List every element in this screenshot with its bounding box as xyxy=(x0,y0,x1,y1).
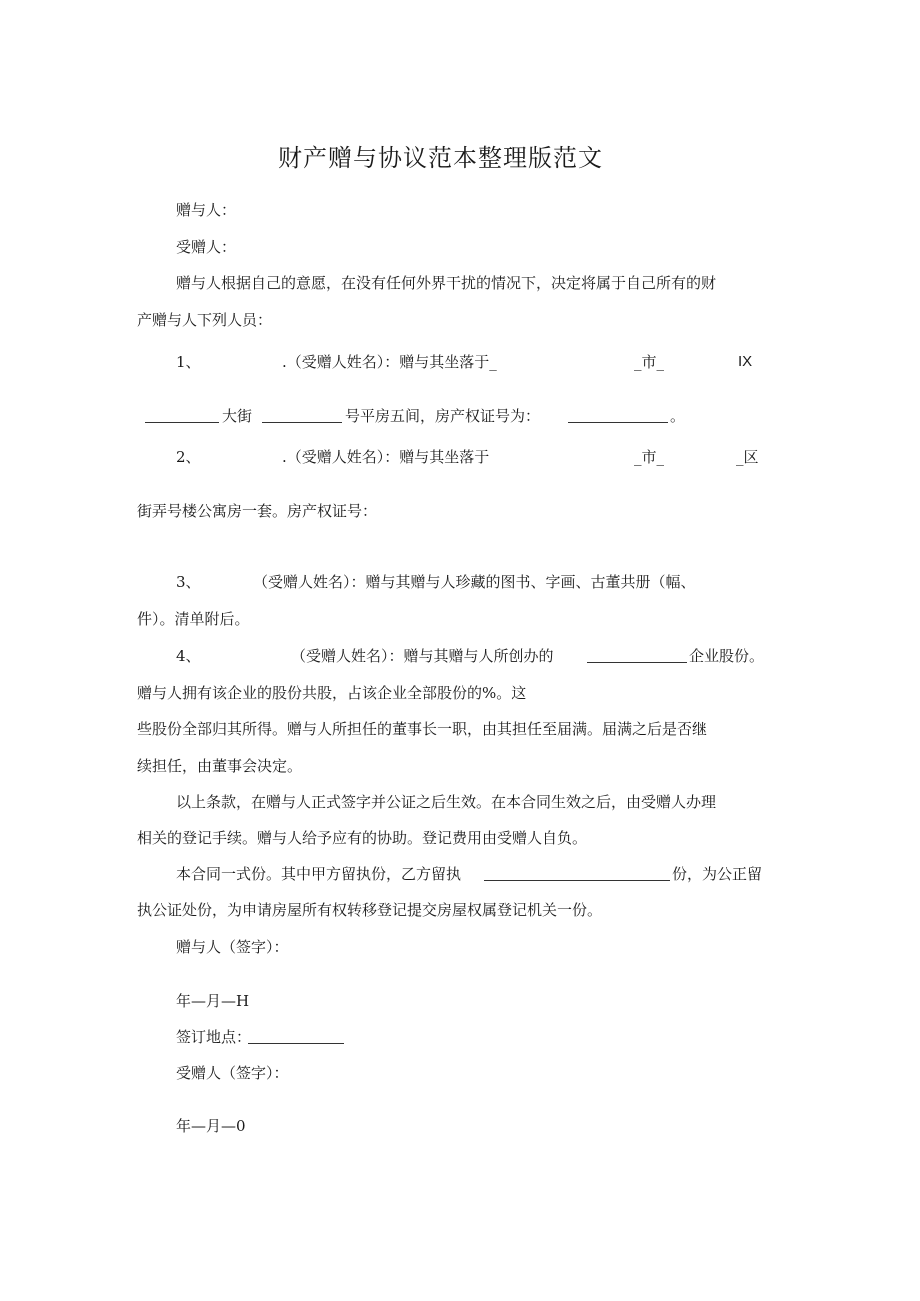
item-2-district: _区 xyxy=(736,448,759,466)
donor-signature-label: 赠与人（签字）： xyxy=(176,938,289,956)
item-4-line-2: 赠与人拥有该企业的股份共股，占该企业全部股份的%。这 xyxy=(137,684,527,702)
intro-line-1: 赠与人根据自己的意愿，在没有任何外界干扰的情况下，决定将属于自己所有的财 xyxy=(176,274,717,292)
donee-signature-date: 年—月—0 xyxy=(176,1117,246,1135)
item-1-house-blank xyxy=(262,422,342,423)
item-3-number: 3、 xyxy=(176,573,201,591)
clause-line-1: 以上条款，在赠与人正式签字并公证之后生效。在本合同生效之后，由受赠人办理 xyxy=(176,793,717,811)
copies-blank xyxy=(484,880,670,881)
donor-label: 赠与人： xyxy=(176,201,237,219)
copies-text-end: 份，为公正留 xyxy=(672,865,763,883)
item-4-line-3: 些股份全部归其所得。赠与人所担任的董事长一职，由其担任至届满。届满之后是否继 xyxy=(137,720,708,738)
item-1-street: 大街 xyxy=(222,407,253,425)
item-1-house: 号平房五间，房产权证号为： xyxy=(345,407,541,425)
copies-line-2: 执公证处份，为申请房屋所有权转移登记提交房屋权属登记机关一份。 xyxy=(137,901,603,919)
item-1-certificate-blank xyxy=(568,422,668,423)
item-4-text-end: 企业股份。 xyxy=(689,647,765,665)
item-1-number: 1、 xyxy=(176,353,201,371)
item-1-city: _市_ xyxy=(634,353,665,371)
item-1-district: IX xyxy=(738,353,753,370)
copies-text: 本合同一式份。其中甲方留执份，乙方留执 xyxy=(176,865,462,883)
item-2-number: 2、 xyxy=(176,448,201,466)
intro-line-2: 产赠与人下列人员： xyxy=(137,311,273,329)
item-2-city: _市_ xyxy=(634,448,665,466)
signing-place-blank xyxy=(248,1043,344,1044)
clause-line-2: 相关的登记手续。赠与人给予应有的协助。登记费用由受赠人自负。 xyxy=(137,829,588,847)
donee-label: 受赠人： xyxy=(176,238,237,256)
item-3-line-2: 件）。清单附后。 xyxy=(137,610,250,628)
item-1-text: .（受赠人姓名）：赠与其坐落于_ xyxy=(282,353,497,371)
document-title: 财产赠与协议范本整理版范文 xyxy=(278,144,603,172)
item-4-line-4: 续担任，由董事会决定。 xyxy=(137,757,303,775)
item-3-line-1: （受赠人姓名）：赠与其赠与人珍藏的图书、字画、古董共册（幅、 xyxy=(253,573,696,591)
item-4-number: 4、 xyxy=(176,647,201,665)
item-2-text: .（受赠人姓名）：赠与其坐落于 xyxy=(282,448,490,466)
item-4-enterprise-blank xyxy=(587,662,687,663)
item-1-end: 。 xyxy=(670,407,686,425)
item-4-text: （受赠人姓名）：赠与其赠与人所创办的 xyxy=(291,647,554,665)
item-2-line-2: 街弄号楼公寓房一套。房产权证号： xyxy=(137,502,378,520)
item-1-street-blank xyxy=(145,422,219,423)
donee-signature-label: 受赠人（签字）： xyxy=(176,1064,289,1082)
donor-signature-date: 年—月—H xyxy=(176,992,250,1010)
signing-place-label: 签订地点： xyxy=(176,1028,252,1046)
